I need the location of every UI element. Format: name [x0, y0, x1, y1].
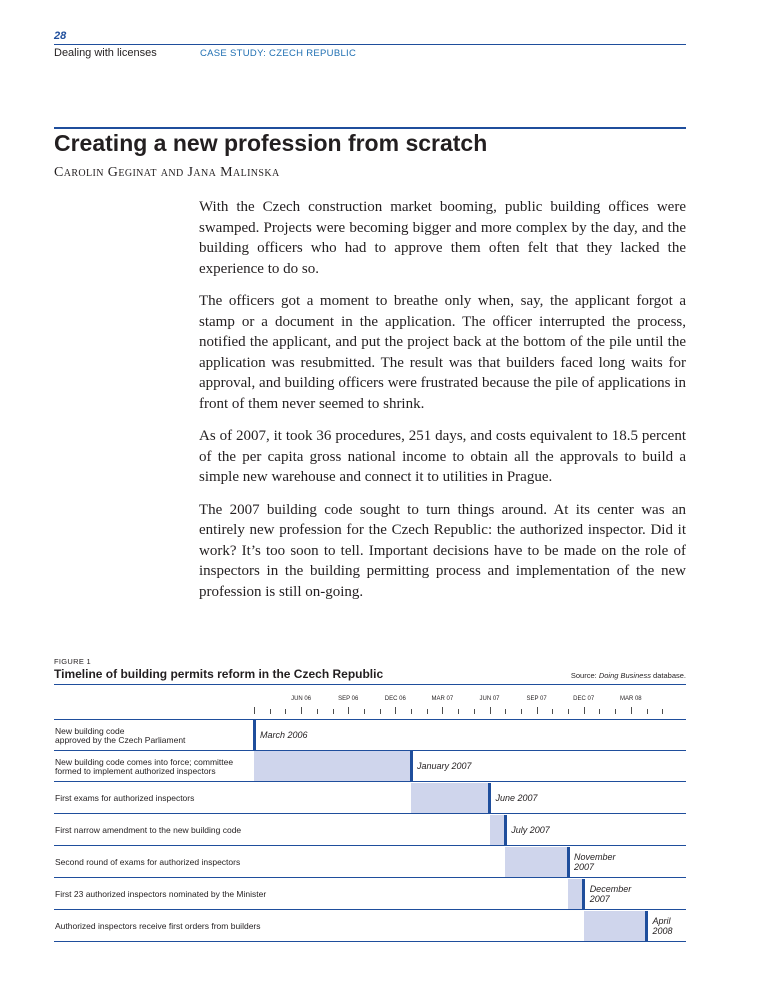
timeline-date-label: December 2007 [589, 884, 632, 904]
timeline-date-label: July 2007 [511, 825, 550, 835]
paragraph-3: As of 2007, it took 36 procedures, 251 days, and costs equivalent to 18.5 percent of the per capita gross national income to obtain all the approvals to build a simple new warehouse and connect it to utilities in Prague. [199, 428, 686, 485]
axis-major-tick [348, 707, 349, 714]
timeline-event-marker [504, 815, 507, 845]
timeline-event-label: Authorized inspectors receive first orders from builders [55, 921, 261, 932]
timeline-duration-bar [584, 911, 647, 941]
figure-title: Timeline of building permits reform in the Czech Republic [54, 667, 384, 681]
timeline-event-marker [488, 783, 491, 813]
axis-minor-tick [285, 709, 286, 714]
timeline-event-label: First 23 authorized inspectors nominated by the Minister [55, 889, 267, 900]
axis-minor-tick [411, 709, 412, 714]
axis-major-tick [631, 707, 632, 714]
axis-tick-label: SEP 06 [338, 696, 359, 702]
timeline-row-divider [54, 719, 686, 720]
axis-major-tick [442, 707, 443, 714]
article-title: Creating a new profession from scratch [54, 130, 488, 156]
timeline-row-divider [54, 813, 686, 814]
axis-minor-tick [333, 709, 334, 714]
timeline-date-label: November 2007 [574, 852, 616, 872]
section-title: Dealing with licenses [54, 47, 157, 59]
axis-major-tick [301, 707, 302, 714]
axis-minor-tick [568, 709, 569, 714]
axis-tick-label: JUN 07 [479, 696, 500, 702]
paragraph-1: With the Czech construction market booming, public building offices were swamped. Projects were becoming bigger and more complex by the day, and the building officers who had to approve them often felt that they lacked the experience to do so. [199, 199, 686, 277]
timeline-event-marker [582, 879, 585, 909]
axis-minor-tick [662, 709, 663, 714]
figure-label: FIGURE 1 [54, 657, 91, 666]
axis-minor-tick [599, 709, 600, 714]
timeline-event-label: New building code approved by the Czech Parliament [55, 725, 186, 745]
axis-minor-tick [615, 709, 616, 714]
axis-major-tick [254, 707, 255, 714]
timeline-event-marker [567, 847, 570, 877]
source-suffix: database. [653, 671, 686, 680]
header-rule [54, 44, 686, 45]
timeline-date-label: March 2006 [260, 730, 308, 740]
timeline-event-label: First narrow amendment to the new building code [55, 825, 242, 836]
timeline-row-divider [54, 909, 686, 910]
page-number: 28 [54, 30, 67, 42]
axis-minor-tick [364, 709, 365, 714]
case-study-label: CASE STUDY: CZECH REPUBLIC [200, 48, 357, 59]
title-rule [54, 127, 686, 129]
timeline-event-marker [645, 911, 648, 941]
timeline-date-label: January 2007 [417, 761, 472, 771]
axis-tick-label: SEP 07 [526, 696, 547, 702]
axis-minor-tick [317, 709, 318, 714]
timeline-event-marker [410, 751, 413, 781]
timeline-duration-bar [411, 783, 490, 813]
timeline-event-label: First exams for authorized inspectors [55, 793, 195, 804]
timeline-date-label: June 2007 [495, 793, 538, 803]
figure-rule [54, 684, 686, 685]
source-name: Doing Business [598, 671, 651, 680]
timeline-row-divider [54, 845, 686, 846]
axis-minor-tick [380, 709, 381, 714]
axis-tick-label: DEC 06 [384, 696, 406, 702]
timeline-event-marker [253, 720, 256, 750]
article-body [199, 197, 686, 614]
axis-minor-tick [552, 709, 553, 714]
timeline-date-label: April 2008 [652, 916, 673, 936]
axis-tick-label: DEC 07 [573, 696, 595, 702]
axis-major-tick [584, 707, 585, 714]
axis-minor-tick [647, 709, 648, 714]
timeline-row-divider [54, 781, 686, 782]
timeline-event-label: Second round of exams for authorized inspectors [55, 857, 241, 868]
figure-source [460, 671, 686, 680]
axis-minor-tick [458, 709, 459, 714]
axis-major-tick [490, 707, 491, 714]
paragraph-4: The 2007 building code sought to turn things around. At its center was an entirely new profession for the Czech Republic: the authorized inspector. Did it work? It’s too soon to tell. Important decisions have to be made on the role of inspectors in the building permitting process and implementation of the new profession is still on-going. [199, 501, 686, 600]
axis-tick-label: MAR 07 [431, 696, 454, 702]
axis-major-tick [395, 707, 396, 714]
axis-tick-label: JUN 06 [291, 696, 312, 702]
timeline-event-label: New building code comes into force; committee formed to implement authorized inspectors [55, 756, 234, 776]
axis-minor-tick [427, 709, 428, 714]
axis-minor-tick [270, 709, 271, 714]
article-authors: Carolin Geginat and Jana Malinska [54, 165, 280, 180]
axis-tick-label: MAR 08 [619, 696, 642, 702]
timeline-row-divider [54, 877, 686, 878]
axis-minor-tick [521, 709, 522, 714]
timeline-duration-bar [254, 751, 411, 781]
source-prefix: Source: [570, 671, 597, 680]
paragraph-2: The officers got a moment to breathe only when, say, the applicant forgot a stamp or a document in the application. The officer interrupted the process, notified the applicant, and put the project back at the bottom of the pile until the application was resubmitted. The result was that builders faced long waits for approval, and building officers were frustrated because the pile of applications in front of them never seemed to shrink. [199, 293, 686, 412]
timeline-row-divider [54, 941, 686, 942]
axis-major-tick [537, 707, 538, 714]
axis-minor-tick [474, 709, 475, 714]
timeline-duration-bar [505, 847, 568, 877]
axis-minor-tick [505, 709, 506, 714]
